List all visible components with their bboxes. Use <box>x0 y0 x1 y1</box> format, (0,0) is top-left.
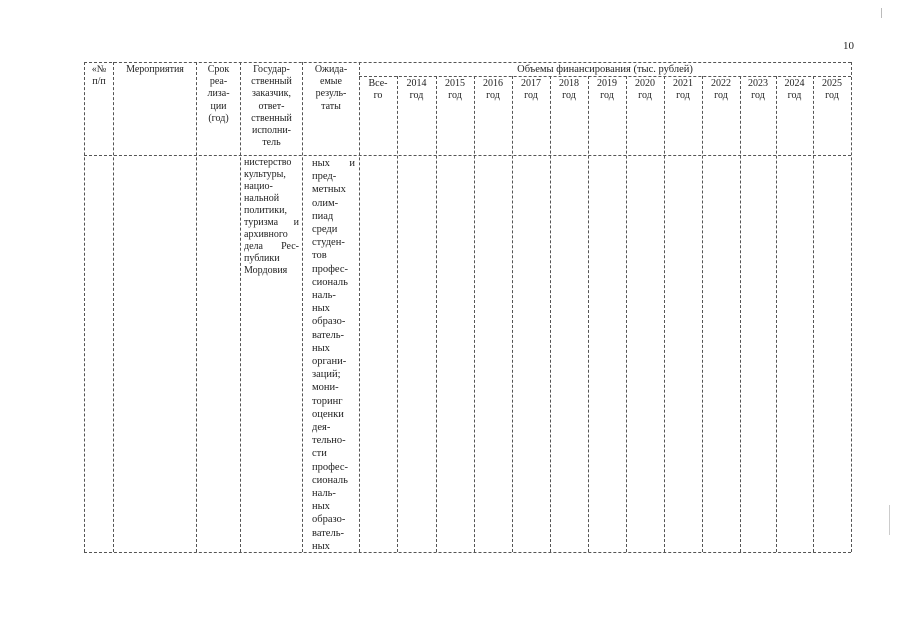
header-year-2025: 2025 год <box>822 78 842 102</box>
column-divider <box>813 76 814 552</box>
header-funding-title: Объемы финансирования (тыс. рублей) <box>517 64 693 75</box>
header-expected: Ожида- емые резуль- таты <box>314 64 348 112</box>
column-divider <box>359 62 360 552</box>
column-divider <box>626 76 627 552</box>
column-divider <box>84 62 85 552</box>
header-period: Срок реа- лиза- ции (год) <box>207 64 230 124</box>
header-no: «№ п/п <box>91 64 107 88</box>
header-year-2023: 2023 год <box>748 78 768 102</box>
column-divider <box>550 76 551 552</box>
header-bottom-border <box>84 155 851 156</box>
column-divider <box>512 76 513 552</box>
column-divider <box>702 76 703 552</box>
header-year-2022: 2022 год <box>711 78 731 102</box>
column-divider <box>664 76 665 552</box>
column-divider <box>776 76 777 552</box>
column-divider <box>397 76 398 552</box>
row-expected-text: ных и пред- метных олим- пиад среди студен- тов профес- сиональ наль- ных образо- ватель- ных органи- заций; мони- торинг оценки дея- тельно- сти профес- сиональ наль- ных образо- ватель- ных <box>312 158 355 552</box>
header-year-2021: 2021 год <box>673 78 693 102</box>
header-customer: Государ- ственный заказчик, ответ- ственный исполни- тель <box>251 64 292 149</box>
column-divider <box>474 76 475 552</box>
column-divider <box>851 62 852 552</box>
header-year-2020: 2020 год <box>635 78 655 102</box>
header-year-2017: 2017 год <box>521 78 541 102</box>
header-year-2014: 2014 год <box>406 78 427 102</box>
header-total: Все- го <box>368 78 388 102</box>
page-number: 10 <box>843 40 854 52</box>
column-divider <box>113 62 114 552</box>
column-divider <box>588 76 589 552</box>
column-divider <box>436 76 437 552</box>
column-divider <box>740 76 741 552</box>
column-divider <box>196 62 197 552</box>
header-year-2015: 2015 год <box>445 78 465 102</box>
row-customer-text: нистерство культуры, нацио- нальной политики, туризма и архивного дела Рес- публики Мордовия <box>244 157 299 276</box>
header-year-2024: 2024 год <box>784 78 805 102</box>
table-bottom-border <box>84 552 851 553</box>
header-event: Мероприятия <box>126 64 184 75</box>
header-year-2018: 2018 год <box>559 78 579 102</box>
table-top-border <box>84 62 851 63</box>
header-year-2019: 2019 год <box>597 78 617 102</box>
header-year-2016: 2016 год <box>483 78 503 102</box>
